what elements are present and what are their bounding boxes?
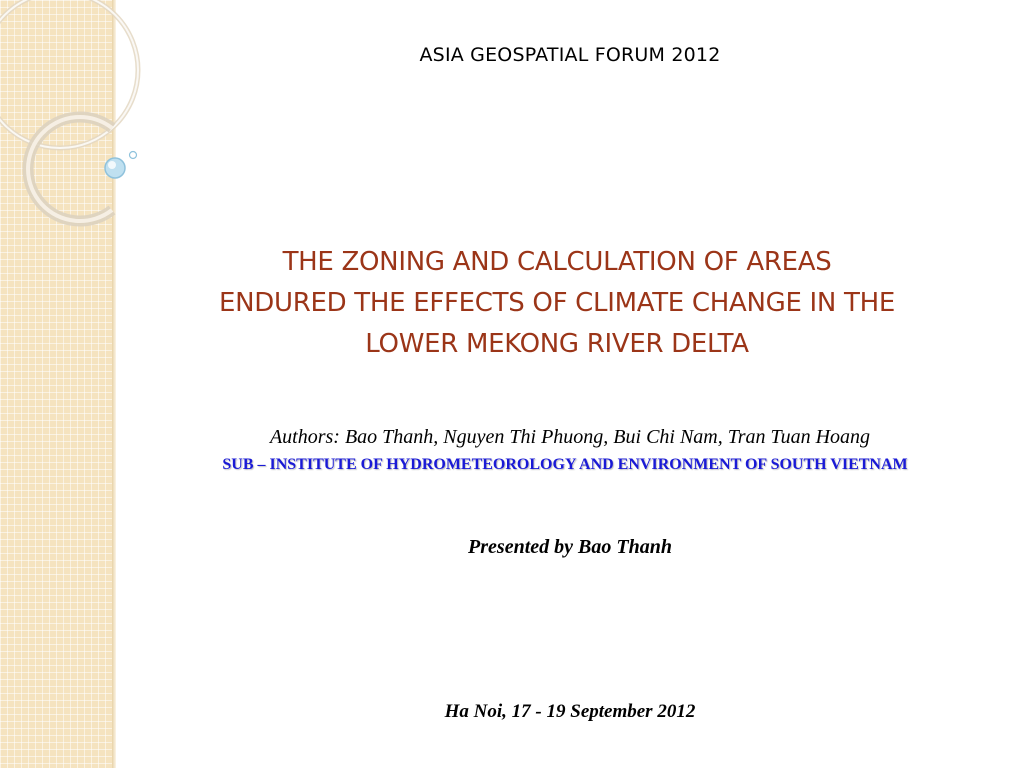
institute-line: SUB – INSTITUTE OF HYDROMETEOROLOGY AND ENVIRONMENT OF SOUTH VIETNAM	[222, 456, 908, 473]
presenter-line: Presented by Bao Thanh	[468, 536, 672, 558]
title-line-3: LOWER MEKONG RIVER DELTA	[365, 329, 749, 359]
venue-date-line: Ha Noi, 17 - 19 September 2012	[444, 701, 696, 722]
small-bubble-icon	[130, 152, 137, 159]
forum-heading: ASIA GEOSPATIAL FORUM 2012	[419, 44, 721, 66]
authors-line: Authors: Bao Thanh, Nguyen Thi Phuong, Bui Chi Nam, Tran Tuan Hoang	[269, 426, 871, 448]
decorative-rings	[0, 0, 200, 260]
bubble-icon	[105, 158, 125, 178]
title-line-1: THE ZONING AND CALCULATION OF AREAS	[282, 247, 832, 277]
title-line-2: ENDURED THE EFFECTS OF CLIMATE CHANGE IN THE	[219, 288, 895, 318]
slide-title	[130, 242, 984, 365]
